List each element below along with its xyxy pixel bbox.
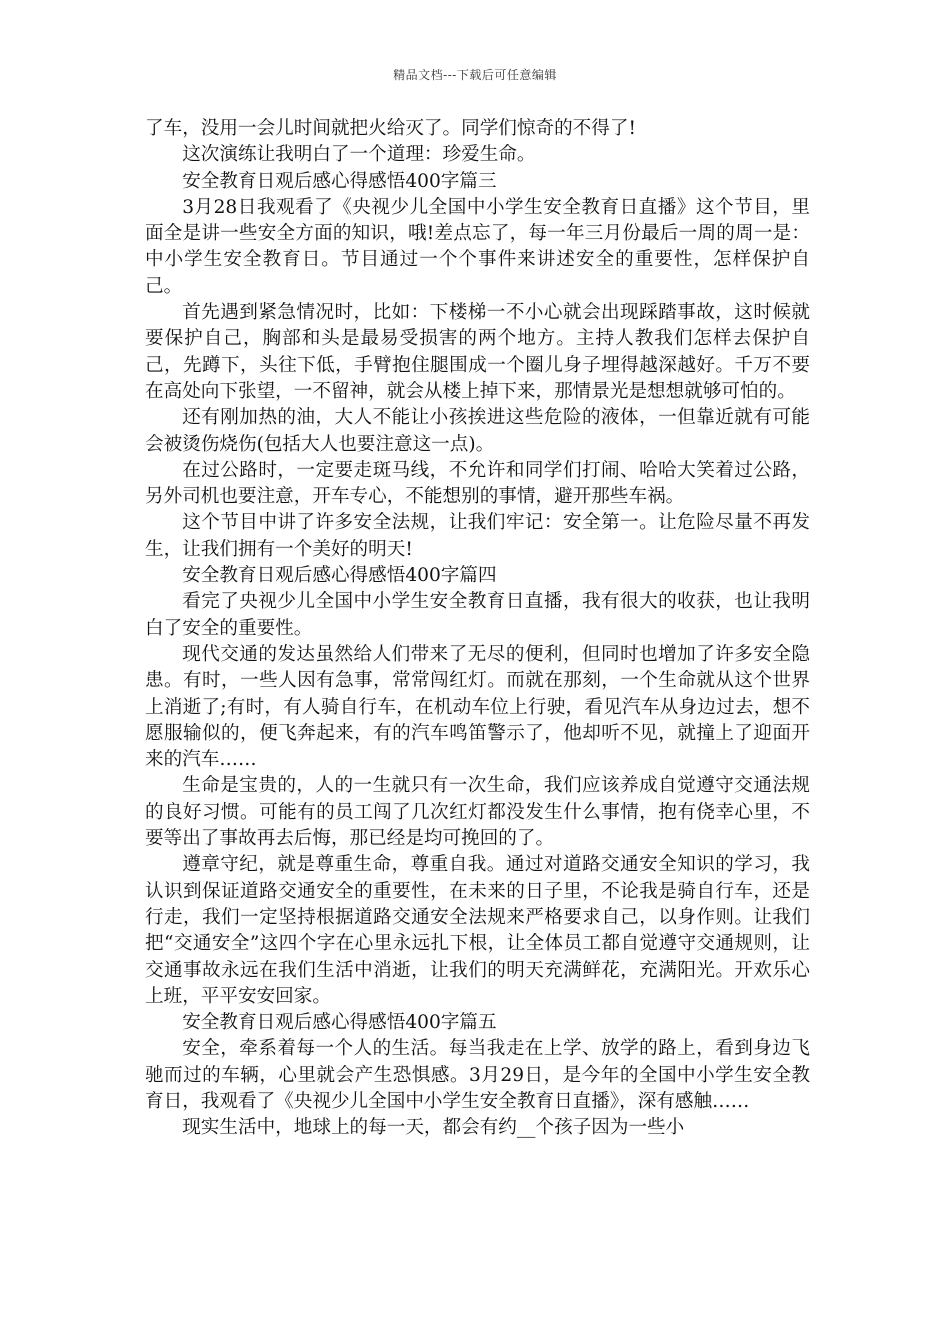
section-heading: 安全教育日观后感心得感悟400字篇三 — [182, 170, 497, 192]
paragraph: 在过公路时，一定要走斑马线，不允许和同学们打闹、哈哈大笑着过公路，另外司机也要注意，开车专心，不能想别的事情，避开那些车祸。 — [145, 459, 810, 508]
paragraph: 首先遇到紧急情况时，比如：下楼梯一不小心就会出现踩踏事故，这时候就要保护自己，胸部和头是最易受损害的两个地方。主持人教我们怎样去保护自己，先蹲下，头往下低，手臂抱住腿围成一个圈儿身子埋得越深越好。千万不要在高处向下张望，一不留神，就会从楼上掉下来，那情景光是想想就够可怕的。 — [145, 302, 810, 402]
paragraph: 3月28日我观看了《央视少儿全国中小学生安全教育日直播》这个节目，里面全是讲一些安全方面的知识，哦!差点忘了，每一年三月份最后一周的周一是：中小学生安全教育日。节目通过一个个事件来讲述安全的重要性，怎样保护自己。 — [145, 196, 810, 297]
paragraph: 这次演练让我明白了一个道理：珍爱生命。 — [182, 144, 536, 166]
paragraph: 了车，没用一会儿时间就把火给灭了。同学们惊奇的不得了! — [145, 118, 636, 139]
paragraph: 现实生活中，地球上的每一天，都会有约__个孩子因为一些小 — [182, 1117, 685, 1139]
page-header: 精品文档---下载后可任意编辑 — [393, 68, 557, 82]
section-heading: 安全教育日观后感心得感悟400字篇五 — [182, 1012, 497, 1034]
paragraph: 现代交通的发达虽然给人们带来了无尽的便利，但同时也增加了许多安全隐患。有时，一些人因有急事，常常闯红灯。而就在那刻，一个生命就从这个世界上消逝了;有时，有人骑自行车，在机动车位上行驶，看见汽车从身边过去，想不愿服输似的，便飞奔起来，有的汽车鸣笛警示了，他却听不见，就撞上了迎面开来的汽车…… — [145, 643, 810, 771]
section-heading: 安全教育日观后感心得感悟400字篇四 — [182, 565, 497, 587]
paragraph: 安全，牵系着每一个人的生活。每当我走在上学、放学的路上，看到身边飞驰而过的车辆，心里就会产生恐惧感。3月29日，是今年的全国中小学生安全教育日，我观看了《央视少儿全国中小学生安全教育日直播》，深有感触…… — [145, 1038, 810, 1112]
paragraph: 这个节目中讲了许多安全法规，让我们牢记：安全第一。让危险尽量不再发生，让我们拥有一个美好的明天! — [145, 512, 810, 560]
paragraph: 看完了央视少儿全国中小学生安全教育日直播，我有很大的收获，也让我明白了安全的重要性。 — [145, 591, 810, 639]
paragraph: 还有刚加热的油，大人不能让小孩挨进这些危险的液体，一但靠近就有可能会被烫伤烧伤(包括大人也要注意这一点)。 — [145, 407, 810, 455]
paragraph: 生命是宝贵的，人的一生就只有一次生命，我们应该养成自觉遵守交通法规的良好习惯。可能有的员工闯了几次红灯都没发生什么事情，抱有侥幸心里，不要等出了事故再去后悔，那已经是均可挽回的了。 — [145, 775, 810, 850]
document-body — [145, 116, 810, 1142]
paragraph: 遵章守纪，就是尊重生命，尊重自我。通过对道路交通安全知识的学习，我认识到保证道路交通安全的重要性，在未来的日子里，不论我是骑自行车，还是行走，我们一定坚持根据道路交通安全法规来严格要求自己，以身作则。让我们把“交通安全”这四个字在心里永远扎下根，让全体员工都自觉遵守交通规则，让交通事故永远在我们生活中消逝，让我们的明天充满鲜花，充满阳光。开欢乐心上班，平平安安回家。 — [145, 854, 810, 1007]
